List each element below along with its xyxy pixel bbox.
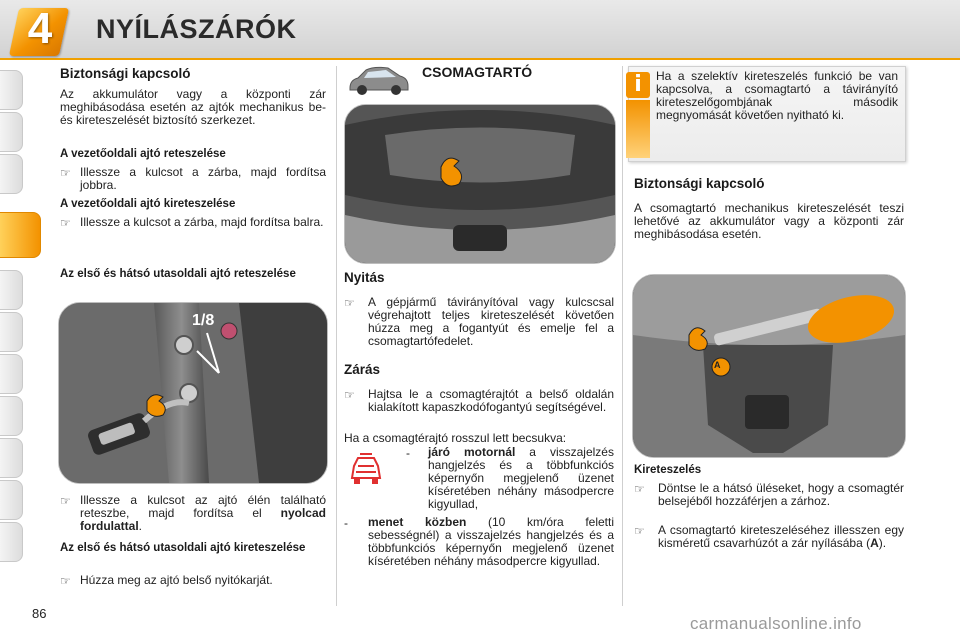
watermark: carmanualsonline.info	[690, 614, 862, 633]
close-heading: Zárás	[344, 362, 381, 377]
driver-lock-text: Illessze a kulcsot a zárba, majd fordítsa jobbra.	[80, 165, 326, 192]
passenger-lock-text-bold: nyolcad fordulattal	[80, 506, 326, 533]
driver-unlock-heading: A vezetőoldali ajtó kireteszelése	[60, 198, 236, 210]
unlock-step-2-a: A csomagtartó kireteszeléséhez illesszen egy kisméretű csavarhúzót a zár nyílásába (	[658, 523, 904, 550]
boot-title: CSOMAGTARTÓ	[422, 64, 533, 80]
chapter-title: NYÍLÁSZÁRÓK	[96, 14, 297, 44]
eighth-turn-label: 1/8	[192, 312, 215, 329]
boot-handle-photo	[344, 104, 616, 264]
passenger-lock-text-c: .	[138, 519, 143, 533]
passenger-unlock-text: Húzza meg az ajtó belső nyitókarját.	[80, 573, 273, 587]
driver-unlock-text: Illessze a kulcsot a zárba, majd fordítsa balra.	[80, 215, 324, 229]
moving-warning-text	[368, 516, 614, 568]
side-tab[interactable]	[0, 70, 23, 110]
column-divider	[336, 66, 337, 606]
side-tab[interactable]	[0, 354, 23, 394]
left-security-heading: Biztonsági kapcsoló	[60, 66, 191, 81]
dash-mark: -	[406, 446, 410, 460]
info-text: Ha a szelektív kireteszelés funkció be van kapcsolva, a csomagtartó a távirányító kireteszelőgombjának második megnyomását követően nyitható ki.	[656, 69, 898, 122]
bad-close-text: Ha a csomagtérajtó rosszul lett becsukva:	[344, 431, 567, 445]
left-intro-text: Az akkumulátor vagy a központi zár meghibásodása esetén az ajtók mechanikus be- és kireteszelését biztosító szerkezet.	[60, 87, 326, 127]
open-text: A gépjármű távirányítóval vagy kulcscsal végrehajtott teljes kireteszelését követően húzza meg a fogantyút és emelje fel a csomagtartófedelet.	[368, 295, 614, 348]
idle-warning-text	[428, 446, 614, 511]
side-tab[interactable]	[0, 154, 23, 194]
pointing-hand-icon: ☞	[60, 216, 71, 230]
side-tab[interactable]	[0, 270, 23, 310]
idle-rest: a visszajelzés hangjelzés és a többfunkciós képernyőn megjelenő üzenet kíséretében néhány másodpercre kigyullad,	[428, 445, 614, 511]
door-lock-illustration	[59, 303, 327, 483]
passenger-lock-heading: Az első és hátsó utasoldali ajtó reteszelése	[60, 268, 296, 280]
open-boot-warning-icon	[346, 452, 386, 488]
passenger-lock-text	[80, 494, 326, 533]
info-icon: i	[626, 72, 650, 98]
boot-lock-illustration	[633, 275, 905, 457]
passenger-unlock-heading: Az első és hátsó utasoldali ajtó kireteszelése	[60, 542, 306, 554]
driver-lock-heading: A vezetőoldali ajtó reteszelése	[60, 148, 226, 160]
info-strip	[626, 100, 650, 158]
pointing-hand-icon: ☞	[634, 524, 645, 538]
pointing-hand-icon: ☞	[344, 388, 355, 402]
unlock-step-2-c: ).	[878, 536, 887, 550]
moving-rest: (10 km/óra feletti sebességnél) a visszajelzés hangjelzés és a többfunkciós képernyőn megjelenő üzenet kíséretében néhány másodpercre kigyullad.	[368, 515, 615, 568]
open-heading: Nyitás	[344, 270, 385, 285]
close-text: Hajtsa le a csomagtérajtót a belső oldalán kialakított kapaszkodófogantyú segítségével.	[368, 387, 614, 414]
pointing-hand-icon: ☞	[344, 296, 355, 310]
boot-lock-photo	[632, 274, 906, 458]
side-tab-active[interactable]	[0, 212, 41, 258]
car-icon	[346, 64, 410, 96]
right-security-heading: Biztonsági kapcsoló	[634, 176, 765, 191]
page-number: 86	[32, 606, 47, 621]
unlock-step-2-bold: A	[870, 536, 879, 550]
chapter-number: 4	[27, 4, 53, 53]
passenger-lock-text-a: Illessze a kulcsot az ajtó élén található reteszbe, majd fordítsa el	[80, 493, 326, 520]
pointing-hand-icon: ☞	[634, 482, 645, 496]
side-tab[interactable]	[0, 112, 23, 152]
column-divider	[622, 66, 623, 606]
idle-bold: járó motornál	[428, 445, 516, 459]
unlock-heading: Kireteszelés	[634, 464, 702, 476]
unlock-step-2	[658, 524, 904, 550]
pointing-hand-icon: ☞	[60, 494, 71, 508]
side-tab[interactable]	[0, 312, 23, 352]
side-tab[interactable]	[0, 522, 23, 562]
lock-point-label: A	[714, 360, 721, 370]
right-security-text: A csomagtartó mechanikus kireteszelését teszi lehetővé az akkumulátor vagy a központi zár meghibásodása esetén.	[634, 201, 904, 241]
boot-handle-illustration	[345, 105, 615, 263]
side-tab[interactable]	[0, 396, 23, 436]
pointing-hand-icon: ☞	[60, 166, 71, 180]
unlock-step-1: Döntse le a hátsó üléseket, hogy a csomagtér belsejéből hozzáférjen a zárhoz.	[658, 481, 904, 508]
side-tab[interactable]	[0, 480, 23, 520]
pointing-hand-icon: ☞	[60, 574, 71, 588]
moving-bold: menet közben	[368, 515, 467, 529]
dash-mark: -	[344, 516, 348, 530]
side-tab[interactable]	[0, 438, 23, 478]
